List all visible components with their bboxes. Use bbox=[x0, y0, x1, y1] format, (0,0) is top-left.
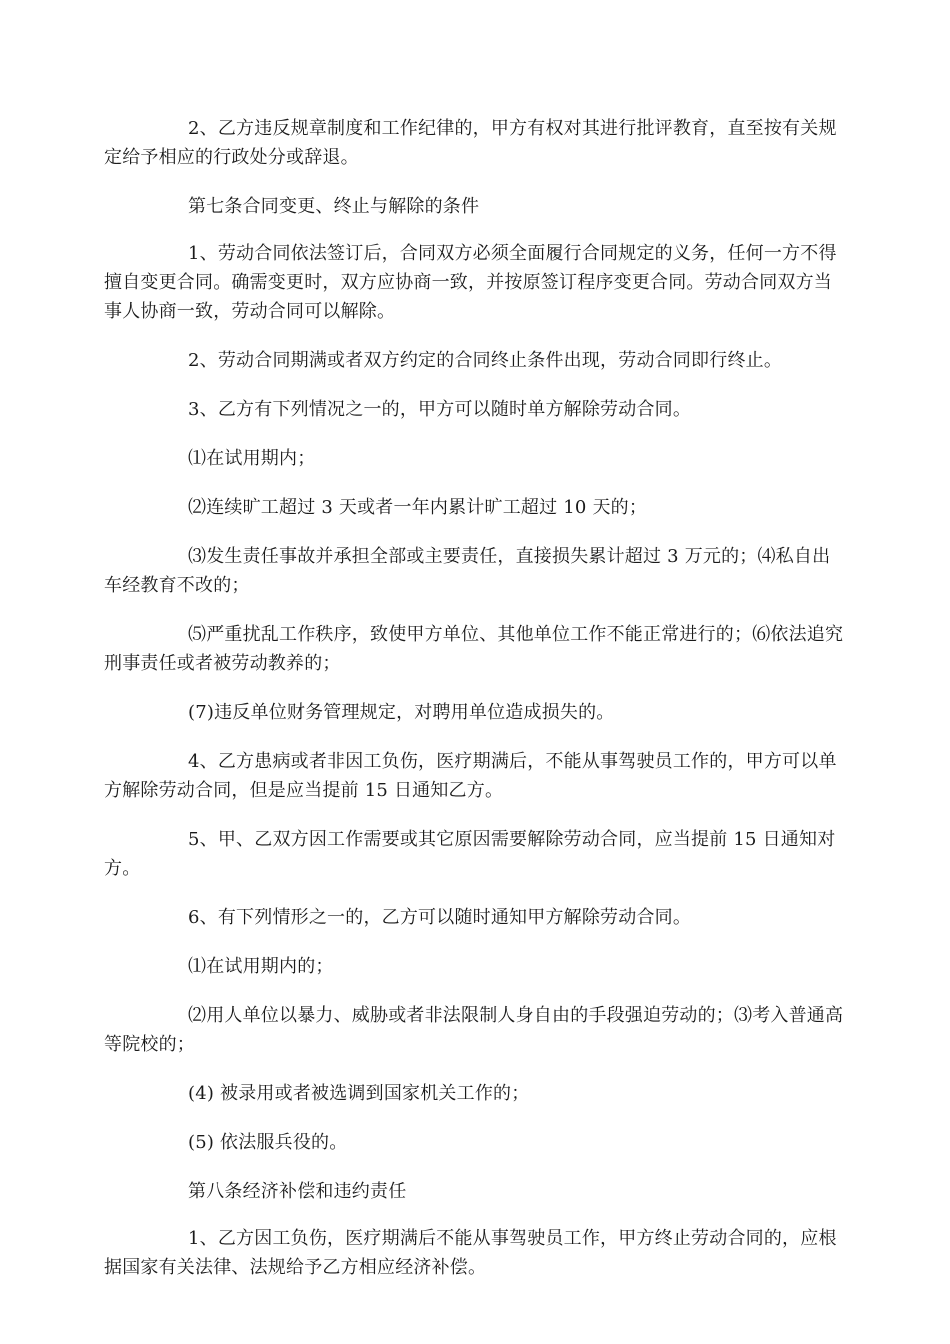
paragraph: 3、乙方有下列情况之一的，甲方可以随时单方解除劳动合同。 bbox=[188, 399, 692, 420]
paragraph: 2、乙方违反规章制度和工作纪律的，甲方有权对其进行批评教育，直至按有关规定给予相应的行政处分或辞退。 bbox=[104, 118, 837, 168]
paragraph: 2、劳动合同期满或者双方约定的合同终止条件出现，劳动合同即行终止。 bbox=[188, 350, 783, 371]
paragraph: 1、乙方因工负伤，医疗期满后不能从事驾驶员工作，甲方终止劳动合同的，应根据国家有关法律、法规给予乙方相应经济补偿。 bbox=[104, 1228, 837, 1278]
list-item: ⑴在试用期内； bbox=[188, 448, 316, 469]
document-body bbox=[104, 114, 848, 1302]
list-item: (7)违反单位财务管理规定，对聘用单位造成损失的。 bbox=[188, 702, 615, 723]
paragraph: 6、有下列情形之一的，乙方可以随时通知甲方解除劳动合同。 bbox=[188, 907, 692, 928]
list-item: (5) 依法服兵役的。 bbox=[188, 1132, 348, 1153]
list-item: ⑶发生责任事故并承担全部或主要责任，直接损失累计超过 3 万元的；⑷私自出车经教育不改的； bbox=[104, 546, 831, 596]
paragraph: 4、乙方患病或者非因工负伤，医疗期满后，不能从事驾驶员工作的，甲方可以单方解除劳动合同，但是应当提前 15 日通知乙方。 bbox=[104, 751, 837, 801]
list-item: ⑴在试用期内的； bbox=[188, 956, 334, 977]
list-item: ⑵连续旷工超过 3 天或者一年内累计旷工超过 10 天的； bbox=[188, 497, 648, 518]
section-heading: 第七条合同变更、终止与解除的条件 bbox=[188, 196, 480, 217]
list-item: ⑸严重扰乱工作秩序，致使甲方单位、其他单位工作不能正常进行的；⑹依法追究刑事责任或者被劳动教养的； bbox=[104, 624, 844, 674]
list-item: (4) 被录用或者被选调到国家机关工作的； bbox=[188, 1083, 530, 1104]
list-item: ⑵用人单位以暴力、威胁或者非法限制人身自由的手段强迫劳动的；⑶考入普通高等院校的； bbox=[104, 1005, 844, 1055]
paragraph: 1、劳动合同依法签订后，合同双方必须全面履行合同规定的义务，任何一方不得擅自变更合同。确需变更时，双方应协商一致，并按原签订程序变更合同。劳动合同双方当事人协商一致，劳动合同可以解除。 bbox=[104, 243, 837, 322]
section-heading: 第八条经济补偿和违约责任 bbox=[188, 1181, 407, 1202]
paragraph: 5、甲、乙双方因工作需要或其它原因需要解除劳动合同，应当提前 15 日通知对方。 bbox=[104, 829, 836, 879]
